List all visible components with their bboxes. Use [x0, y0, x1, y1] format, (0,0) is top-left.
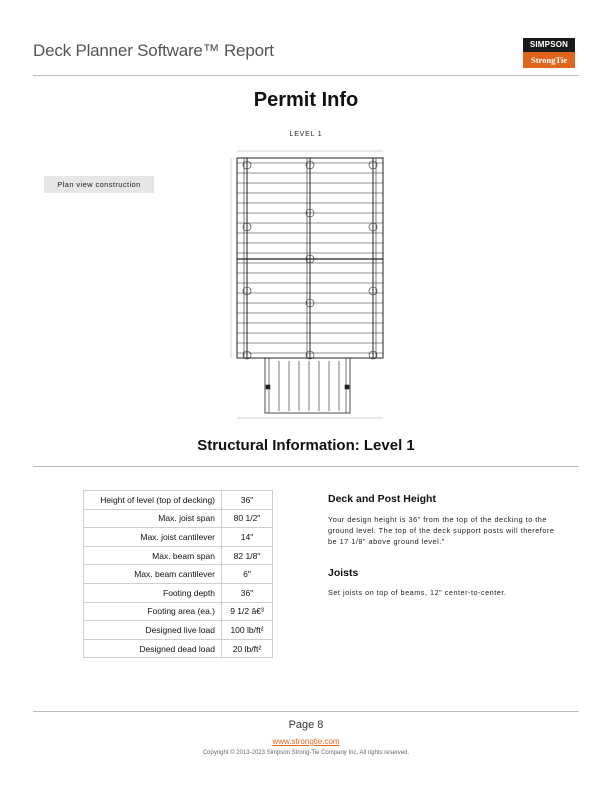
table-row [84, 491, 273, 510]
joists-text: Set joists on top of beams, 12" center-to-center. [328, 588, 507, 597]
spec-value: 6" [222, 565, 273, 584]
spec-value: 20 lb/ft² [222, 639, 273, 658]
level-label: LEVEL 1 [289, 131, 323, 138]
table-row [84, 528, 273, 547]
spec-value: 14" [222, 528, 273, 547]
spec-label: Designed live load [84, 621, 222, 640]
section-divider [33, 466, 579, 467]
spec-value: 36" [222, 583, 273, 602]
spec-value: 36" [222, 491, 273, 510]
spec-label: Max. beam cantilever [84, 565, 222, 584]
website-link[interactable]: www.strongtie.com [272, 737, 340, 746]
simpson-strongtie-logo [523, 38, 575, 68]
spec-label: Footing depth [84, 583, 222, 602]
copyright-notice: Copyright © 2013-2023 Simpson Strong-Tie Company Inc. All rights reserved. [202, 750, 410, 756]
spec-label: Max. joist span [84, 509, 222, 528]
spec-label: Designed dead load [84, 639, 222, 658]
structural-specs-table [83, 490, 273, 658]
table-row [84, 602, 273, 621]
spec-value: 9 1/2 â€³ [222, 602, 273, 621]
table-row [84, 565, 273, 584]
deck-post-height-text: Your design height is 36" from the top of the decking to the ground level. The top of the deck support posts will therefore be 17 1/8" above ground level." [328, 515, 555, 546]
page-number: Page 8 [288, 719, 324, 731]
table-row [84, 546, 273, 565]
footer-divider [33, 711, 579, 712]
spec-label: Height of level (top of decking) [84, 491, 222, 510]
logo-simpson-text: SIMPSON [523, 38, 575, 52]
spec-label: Footing area (ea.) [84, 602, 222, 621]
table-row [84, 621, 273, 640]
deck-plan-drawing [225, 143, 395, 423]
page-title: Permit Info [253, 89, 359, 111]
table-row [84, 509, 273, 528]
spec-label: Max. beam span [84, 546, 222, 565]
structural-info-title: Structural Information: Level 1 [197, 437, 415, 454]
joists-heading: Joists [328, 567, 359, 579]
spec-value: 82 1/8" [222, 546, 273, 565]
logo-strongtie-text: StrongTie [523, 52, 575, 68]
spec-value: 100 lb/ft² [222, 621, 273, 640]
header-divider [33, 75, 579, 76]
table-row [84, 639, 273, 658]
report-title: Deck Planner Software™ Report [33, 41, 274, 60]
plan-view-badge: Plan view construction [44, 176, 154, 193]
spec-value: 80 1/2" [222, 509, 273, 528]
table-row [84, 583, 273, 602]
spec-label: Max. joist cantilever [84, 528, 222, 547]
deck-post-height-heading: Deck and Post Height [328, 493, 436, 505]
